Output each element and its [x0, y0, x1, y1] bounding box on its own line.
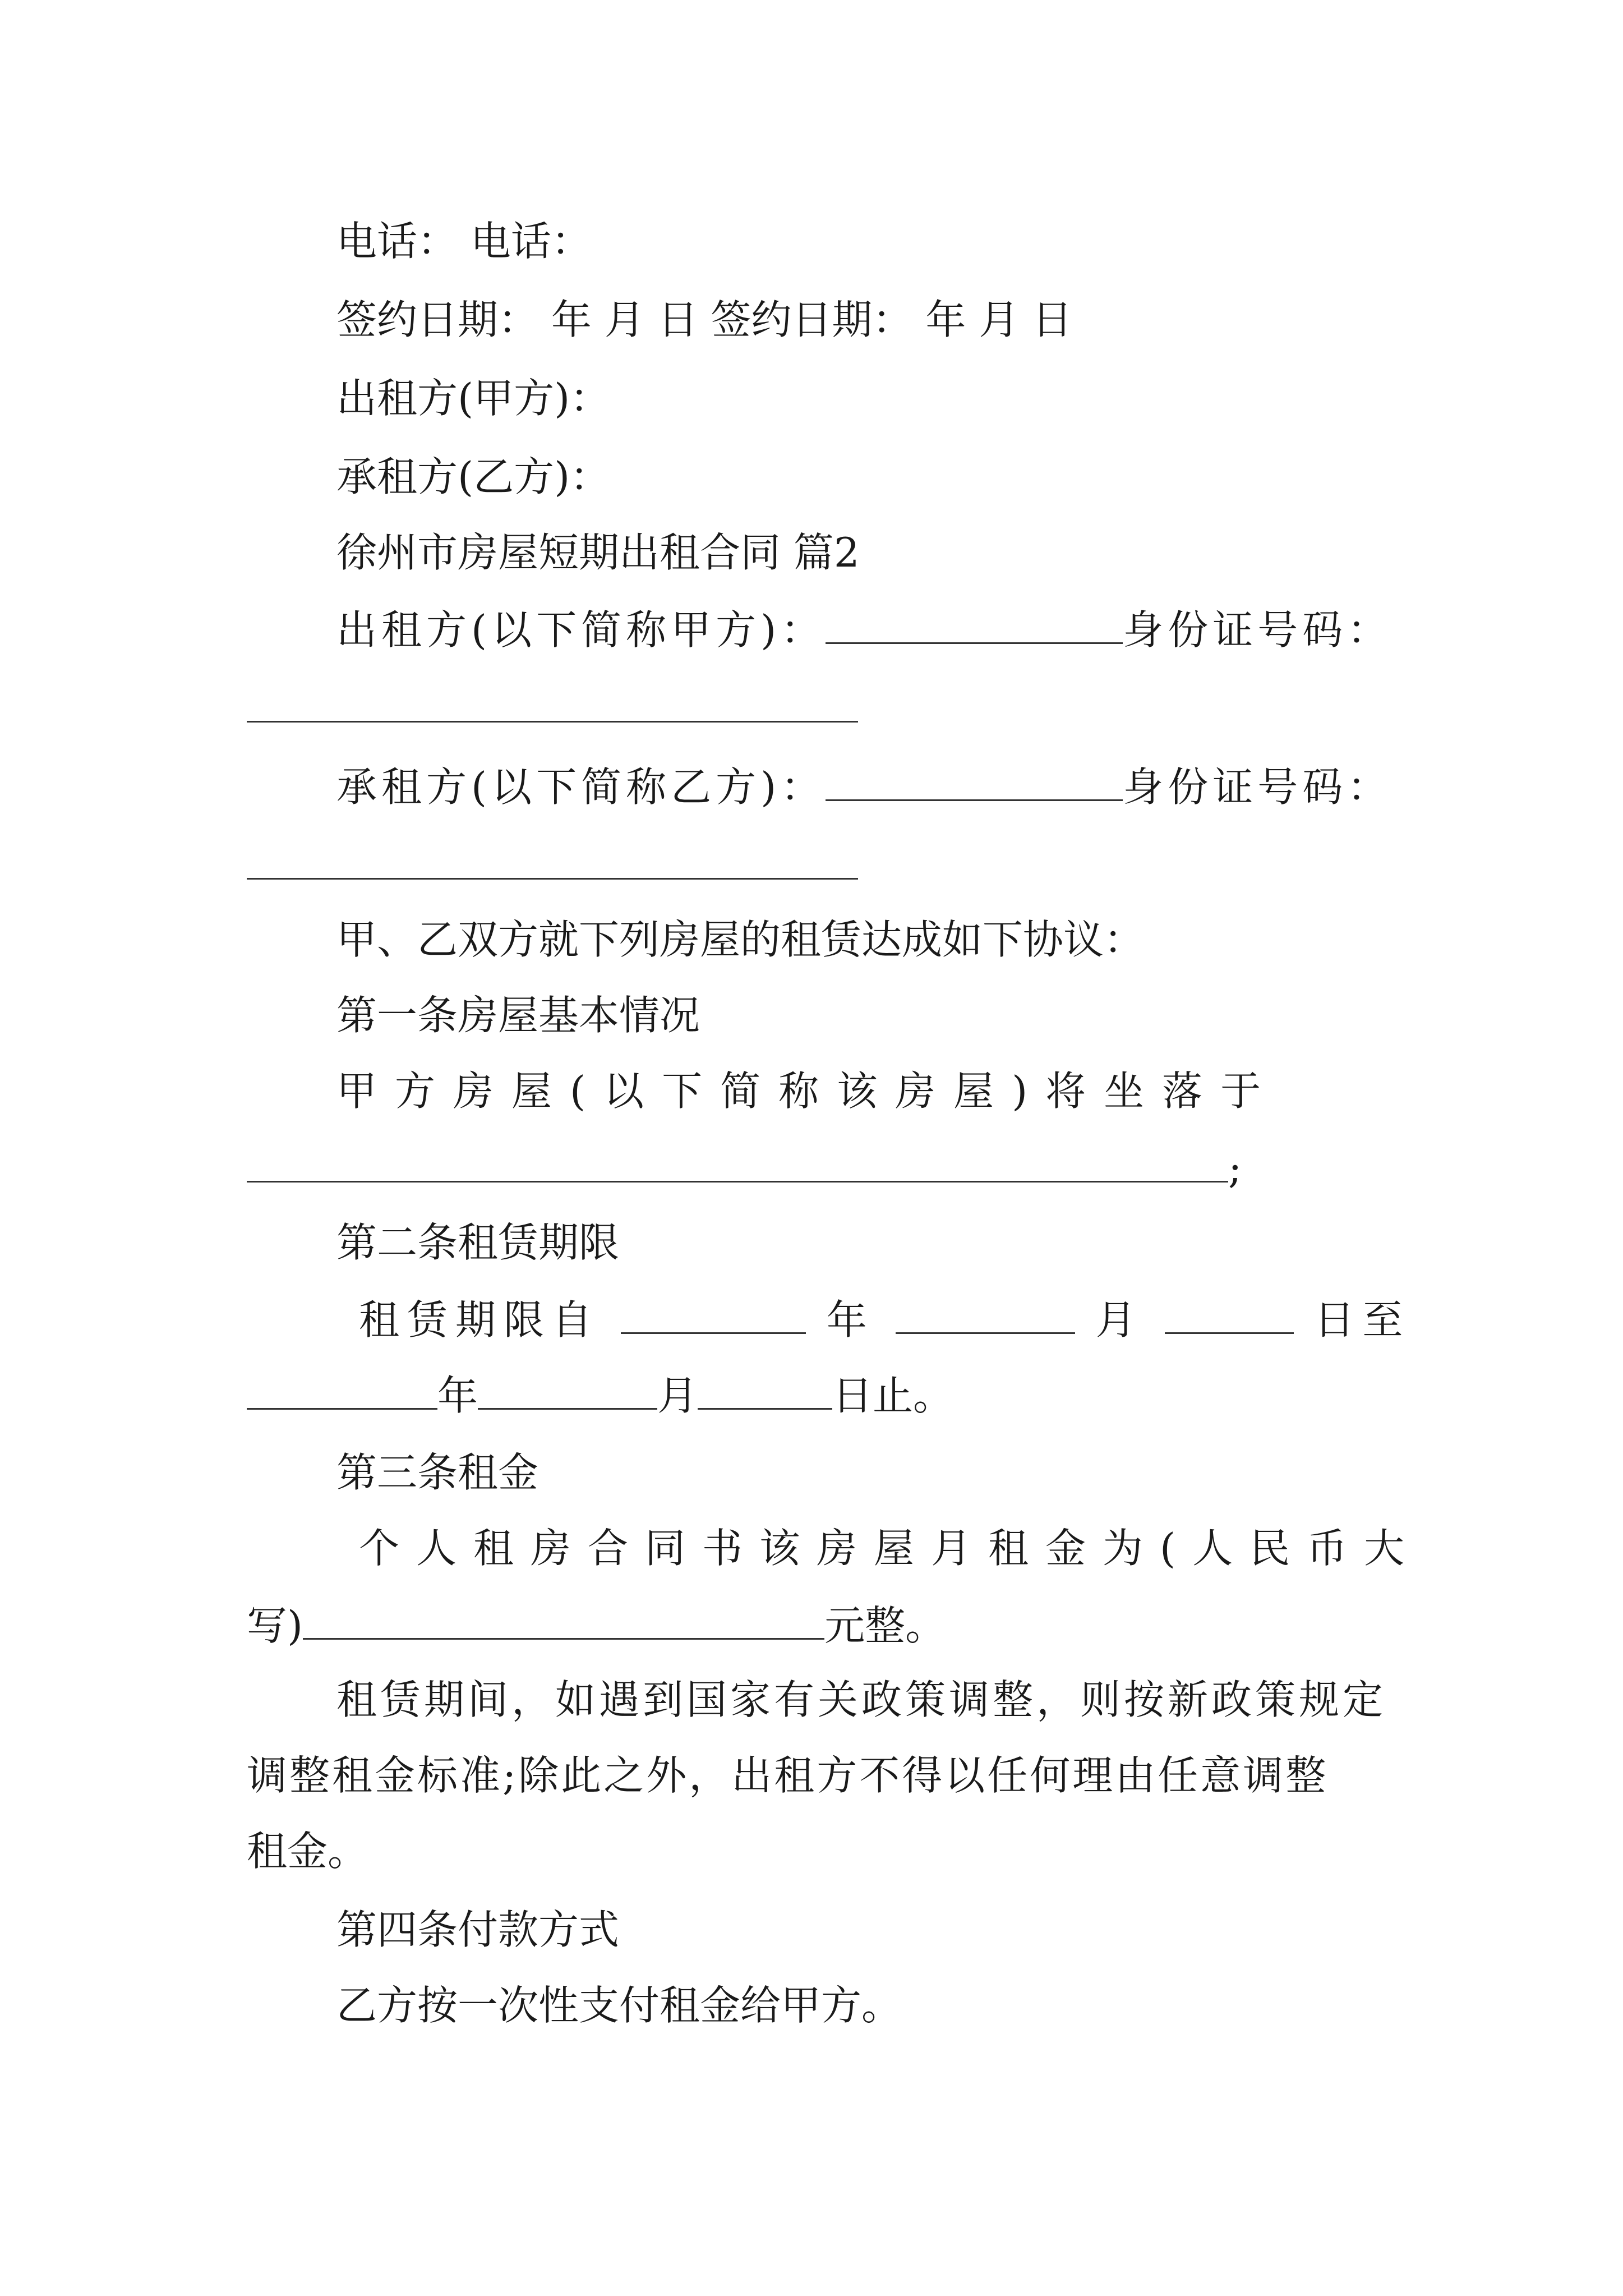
term-line-1	[359, 1293, 1410, 1343]
rent-line	[247, 1599, 946, 1649]
term-line-2	[247, 1369, 953, 1419]
lessee-id-label: 身份证号码：	[1123, 763, 1393, 811]
term-end-day-blank	[698, 1369, 832, 1410]
lessee-id-line	[336, 760, 1392, 811]
term-end-label: 日止。	[832, 1372, 954, 1419]
payment-line: 乙方按一次性支付租金给甲方。	[336, 1982, 902, 2029]
agreement-line: 甲、乙双方就下列房屋的租赁达成如下协议：	[336, 916, 1145, 963]
adjust-line-2: 调整租金标准;除此之外，出租方不得以任何理由任意调整	[247, 1752, 1329, 1799]
term-start-year-blank	[621, 1293, 806, 1334]
lessor-id-line	[336, 603, 1392, 654]
adjust-line-3: 租金。	[247, 1828, 368, 1875]
article-4-heading: 第四条付款方式	[336, 1906, 620, 1953]
lessor-label: 出租方(以下简称甲方)：	[336, 606, 826, 654]
term-year-label: 年	[826, 1296, 875, 1343]
lessee-name-blank	[826, 760, 1123, 801]
article-1-heading: 第一条房屋基本情况	[336, 992, 700, 1039]
article-3-heading: 第三条租金	[336, 1449, 539, 1496]
term-prefix: 租赁期限自	[359, 1296, 601, 1343]
sign-date-line: 签约日期： 年 月 日 签约日期： 年 月 日	[336, 296, 1073, 343]
lessor-name-blank	[826, 603, 1123, 644]
rent-end: 元整。	[824, 1602, 946, 1649]
address-blank	[247, 1142, 1228, 1182]
term-end-month-label: 月	[657, 1372, 698, 1419]
lessee-line: 承租方(乙方)：	[336, 453, 611, 500]
rent-cont: 写)	[247, 1602, 303, 1649]
article-2-heading: 第二条租赁期限	[336, 1219, 620, 1266]
rent-text: 个人租房合同书该房屋月租金为(人民币大	[359, 1525, 1422, 1572]
term-start-day-blank	[1165, 1293, 1294, 1334]
lessee-label: 承租方(以下简称乙方)：	[336, 763, 826, 811]
address-line	[247, 1142, 1242, 1192]
phone-line: 电话： 电话：	[336, 218, 592, 265]
lessee-id-blank	[247, 878, 858, 880]
article-1-text: 甲方房屋(以下简称该房屋)将坐落于	[336, 1068, 1279, 1115]
lessor-id-label: 身份证号码：	[1123, 606, 1393, 654]
term-end-year-blank	[247, 1369, 437, 1410]
adjust-line-1: 租赁期间，如遇到国家有关政策调整，则按新政策规定	[336, 1676, 1387, 1723]
section-title: 徐州市房屋短期出租合同 篇2	[336, 529, 860, 576]
semicolon: ;	[1228, 1145, 1242, 1192]
term-end-year-label: 年	[437, 1372, 478, 1419]
term-start-month-blank	[896, 1293, 1075, 1334]
term-end-month-blank	[478, 1369, 657, 1410]
term-day-to-label: 日至	[1314, 1296, 1411, 1343]
lessor-id-blank	[247, 721, 858, 723]
lessor-line: 出租方(甲方)：	[336, 375, 611, 422]
rent-amount-blank	[303, 1599, 824, 1640]
term-month-label: 月	[1095, 1296, 1144, 1343]
